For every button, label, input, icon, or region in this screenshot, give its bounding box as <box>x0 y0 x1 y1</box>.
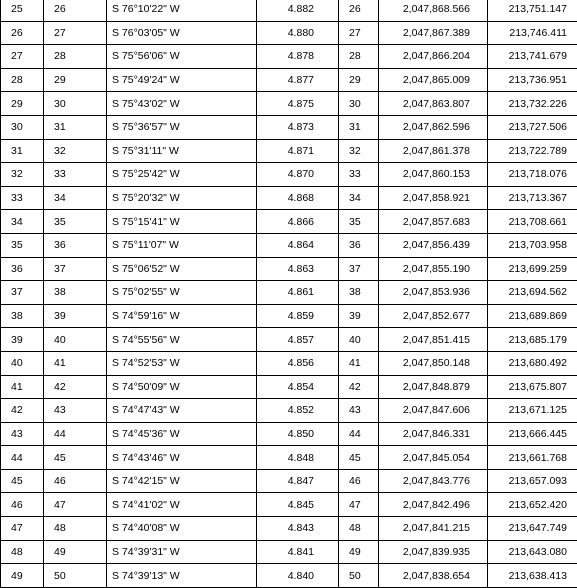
cell-distance: 4.859 <box>257 304 339 328</box>
table-row <box>1 186 577 210</box>
cell-bearing: S 75°49'24" W <box>107 68 257 92</box>
cell-vertex: 48 <box>339 517 379 541</box>
cell-station: 47 <box>44 493 107 517</box>
cell-bearing: S 76°10'22" W <box>107 0 257 21</box>
cell-distance: 4.861 <box>257 281 339 305</box>
cell-vertex: 42 <box>339 375 379 399</box>
cell-coordinate-y: 2,047,863.807 <box>379 92 488 116</box>
cell-station: 42 <box>44 375 107 399</box>
table-row <box>1 139 577 163</box>
cell-vertex: 36 <box>339 233 379 257</box>
cell-distance: 4.857 <box>257 328 339 352</box>
cell-vertex: 30 <box>339 92 379 116</box>
cell-coordinate-x: 213,699.259 <box>488 257 577 281</box>
cell-coordinate-x: 213,680.492 <box>488 351 577 375</box>
cell-side: 39 <box>1 328 44 352</box>
cell-station: 34 <box>44 186 107 210</box>
cell-vertex: 46 <box>339 469 379 493</box>
table-row <box>1 163 577 187</box>
cell-station: 45 <box>44 446 107 470</box>
table-row <box>1 115 577 139</box>
cell-vertex: 32 <box>339 139 379 163</box>
cell-bearing: S 75°20'32" W <box>107 186 257 210</box>
cell-vertex: 40 <box>339 328 379 352</box>
cell-coordinate-y: 2,047,853.936 <box>379 281 488 305</box>
cell-distance: 4.870 <box>257 163 339 187</box>
cell-vertex: 45 <box>339 446 379 470</box>
cell-bearing: S 74°45'36" W <box>107 422 257 446</box>
cell-bearing: S 74°59'16" W <box>107 304 257 328</box>
cell-bearing: S 74°43'46" W <box>107 446 257 470</box>
table-row <box>1 304 577 328</box>
cell-side: 29 <box>1 92 44 116</box>
cell-side: 30 <box>1 115 44 139</box>
cell-distance: 4.850 <box>257 422 339 446</box>
cell-station: 33 <box>44 163 107 187</box>
cell-bearing: S 74°39'31" W <box>107 540 257 564</box>
cell-coordinate-x: 213,741.679 <box>488 45 577 69</box>
cell-side: 42 <box>1 399 44 423</box>
cell-coordinate-x: 213,652.420 <box>488 493 577 517</box>
cell-vertex: 49 <box>339 540 379 564</box>
cell-coordinate-y: 2,047,847.606 <box>379 399 488 423</box>
cell-side: 44 <box>1 446 44 470</box>
cell-coordinate-y: 2,047,851.415 <box>379 328 488 352</box>
cell-distance: 4.882 <box>257 0 339 21</box>
cell-coordinate-x: 213,736.951 <box>488 68 577 92</box>
cell-coordinate-y: 2,047,846.331 <box>379 422 488 446</box>
cell-coordinate-x: 213,689.869 <box>488 304 577 328</box>
cell-coordinate-x: 213,643.080 <box>488 540 577 564</box>
cell-distance: 4.877 <box>257 68 339 92</box>
table-row <box>1 493 577 517</box>
cell-coordinate-y: 2,047,868.566 <box>379 0 488 21</box>
table-row <box>1 469 577 493</box>
table-row <box>1 446 577 470</box>
table-row <box>1 210 577 234</box>
cell-bearing: S 74°55'56" W <box>107 328 257 352</box>
cell-coordinate-x: 213,708.661 <box>488 210 577 234</box>
cell-coordinate-x: 213,722.789 <box>488 139 577 163</box>
cell-coordinate-x: 213,675.807 <box>488 375 577 399</box>
cell-distance: 4.871 <box>257 139 339 163</box>
cell-bearing: S 75°56'06" W <box>107 45 257 69</box>
cell-coordinate-x: 213,638.413 <box>488 564 577 588</box>
table-row <box>1 45 577 69</box>
cell-station: 31 <box>44 115 107 139</box>
cell-distance: 4.847 <box>257 469 339 493</box>
cell-coordinate-y: 2,047,865.009 <box>379 68 488 92</box>
cell-station: 39 <box>44 304 107 328</box>
cell-coordinate-y: 2,047,857.683 <box>379 210 488 234</box>
cell-coordinate-y: 2,047,838.654 <box>379 564 488 588</box>
table-row <box>1 68 577 92</box>
table-row <box>1 328 577 352</box>
cell-vertex: 50 <box>339 564 379 588</box>
cell-station: 38 <box>44 281 107 305</box>
cell-side: 35 <box>1 233 44 257</box>
cell-coordinate-x: 213,661.768 <box>488 446 577 470</box>
cell-coordinate-y: 2,047,858.921 <box>379 186 488 210</box>
cell-station: 29 <box>44 68 107 92</box>
cell-bearing: S 75°43'02" W <box>107 92 257 116</box>
cell-side: 32 <box>1 163 44 187</box>
cell-vertex: 38 <box>339 281 379 305</box>
cell-coordinate-x: 213,685.179 <box>488 328 577 352</box>
cell-vertex: 31 <box>339 115 379 139</box>
table-row <box>1 422 577 446</box>
cell-bearing: S 74°52'53" W <box>107 351 257 375</box>
cell-coordinate-x: 213,727.506 <box>488 115 577 139</box>
cell-bearing: S 74°50'09" W <box>107 375 257 399</box>
cell-station: 30 <box>44 92 107 116</box>
cell-coordinate-y: 2,047,839.935 <box>379 540 488 564</box>
cell-station: 40 <box>44 328 107 352</box>
cell-distance: 4.866 <box>257 210 339 234</box>
cell-bearing: S 74°47'43" W <box>107 399 257 423</box>
cell-vertex: 28 <box>339 45 379 69</box>
cell-side: 28 <box>1 68 44 92</box>
cell-coordinate-y: 2,047,845.054 <box>379 446 488 470</box>
cell-distance: 4.880 <box>257 21 339 45</box>
cell-station: 26 <box>44 0 107 21</box>
cell-vertex: 29 <box>339 68 379 92</box>
cell-side: 27 <box>1 45 44 69</box>
cell-bearing: S 75°11'07" W <box>107 233 257 257</box>
cell-side: 43 <box>1 422 44 446</box>
cell-bearing: S 75°25'42" W <box>107 163 257 187</box>
table-row <box>1 92 577 116</box>
cell-vertex: 26 <box>339 0 379 21</box>
cell-side: 48 <box>1 540 44 564</box>
table-row <box>1 399 577 423</box>
cell-distance: 4.852 <box>257 399 339 423</box>
cell-station: 46 <box>44 469 107 493</box>
cell-distance: 4.845 <box>257 493 339 517</box>
cell-station: 36 <box>44 233 107 257</box>
cell-station: 48 <box>44 517 107 541</box>
cell-coordinate-x: 213,694.562 <box>488 281 577 305</box>
cell-side: 31 <box>1 139 44 163</box>
cell-coordinate-x: 213,751.147 <box>488 0 577 21</box>
cell-side: 36 <box>1 257 44 281</box>
table-row <box>1 257 577 281</box>
cell-coordinate-y: 2,047,842.496 <box>379 493 488 517</box>
cell-distance: 4.863 <box>257 257 339 281</box>
cell-station: 50 <box>44 564 107 588</box>
cell-station: 44 <box>44 422 107 446</box>
cell-distance: 4.868 <box>257 186 339 210</box>
table-row <box>1 233 577 257</box>
cell-coordinate-y: 2,047,860.153 <box>379 163 488 187</box>
cell-bearing: S 74°42'15" W <box>107 469 257 493</box>
cell-vertex: 33 <box>339 163 379 187</box>
table-row <box>1 564 577 588</box>
cell-coordinate-x: 213,647.749 <box>488 517 577 541</box>
cell-vertex: 35 <box>339 210 379 234</box>
cell-side: 46 <box>1 493 44 517</box>
cell-coordinate-y: 2,047,862.596 <box>379 115 488 139</box>
cell-distance: 4.875 <box>257 92 339 116</box>
cell-bearing: S 75°31'11" W <box>107 139 257 163</box>
cell-station: 35 <box>44 210 107 234</box>
cell-bearing: S 74°39'13" W <box>107 564 257 588</box>
cell-side: 25 <box>1 0 44 21</box>
cell-station: 43 <box>44 399 107 423</box>
cell-station: 32 <box>44 139 107 163</box>
cell-distance: 4.878 <box>257 45 339 69</box>
cell-distance: 4.840 <box>257 564 339 588</box>
cell-station: 37 <box>44 257 107 281</box>
cell-vertex: 41 <box>339 351 379 375</box>
cell-bearing: S 75°06'52" W <box>107 257 257 281</box>
cell-coordinate-x: 213,657.093 <box>488 469 577 493</box>
cell-bearing: S 75°15'41" W <box>107 210 257 234</box>
cell-side: 26 <box>1 21 44 45</box>
cell-vertex: 39 <box>339 304 379 328</box>
cell-vertex: 37 <box>339 257 379 281</box>
table-body <box>1 0 577 587</box>
cell-side: 34 <box>1 210 44 234</box>
cell-distance: 4.848 <box>257 446 339 470</box>
cell-coordinate-x: 213,671.125 <box>488 399 577 423</box>
cell-distance: 4.843 <box>257 517 339 541</box>
cell-vertex: 47 <box>339 493 379 517</box>
cell-coordinate-y: 2,047,856.439 <box>379 233 488 257</box>
cell-bearing: S 75°02'55" W <box>107 281 257 305</box>
cell-coordinate-x: 213,718.076 <box>488 163 577 187</box>
cell-distance: 4.873 <box>257 115 339 139</box>
cell-vertex: 43 <box>339 399 379 423</box>
cell-side: 37 <box>1 281 44 305</box>
table-row <box>1 0 577 21</box>
cell-vertex: 34 <box>339 186 379 210</box>
cell-coordinate-x: 213,703.958 <box>488 233 577 257</box>
cell-side: 49 <box>1 564 44 588</box>
cell-bearing: S 76°03'05" W <box>107 21 257 45</box>
cell-distance: 4.841 <box>257 540 339 564</box>
cell-coordinate-x: 213,666.445 <box>488 422 577 446</box>
cell-coordinate-y: 2,047,850.148 <box>379 351 488 375</box>
table-row <box>1 517 577 541</box>
cell-vertex: 44 <box>339 422 379 446</box>
cell-coordinate-y: 2,047,841.215 <box>379 517 488 541</box>
cell-distance: 4.864 <box>257 233 339 257</box>
cell-coordinate-y: 2,047,866.204 <box>379 45 488 69</box>
cell-side: 40 <box>1 351 44 375</box>
cell-coordinate-x: 213,713.367 <box>488 186 577 210</box>
cell-bearing: S 75°36'57" W <box>107 115 257 139</box>
table-row <box>1 281 577 305</box>
cell-side: 47 <box>1 517 44 541</box>
cell-vertex: 27 <box>339 21 379 45</box>
cell-distance: 4.854 <box>257 375 339 399</box>
cell-bearing: S 74°41'02" W <box>107 493 257 517</box>
cell-side: 33 <box>1 186 44 210</box>
table-row <box>1 351 577 375</box>
cell-coordinate-x: 213,732.226 <box>488 92 577 116</box>
cell-side: 45 <box>1 469 44 493</box>
cell-coordinate-y: 2,047,867.389 <box>379 21 488 45</box>
cell-coordinate-y: 2,047,861.378 <box>379 139 488 163</box>
cell-coordinate-y: 2,047,848.879 <box>379 375 488 399</box>
cell-side: 38 <box>1 304 44 328</box>
cell-coordinate-y: 2,047,852.677 <box>379 304 488 328</box>
cell-station: 41 <box>44 351 107 375</box>
cell-distance: 4.856 <box>257 351 339 375</box>
cell-bearing: S 74°40'08" W <box>107 517 257 541</box>
cell-side: 41 <box>1 375 44 399</box>
table-row <box>1 375 577 399</box>
table-row <box>1 540 577 564</box>
cell-coordinate-y: 2,047,855.190 <box>379 257 488 281</box>
cell-coordinate-x: 213,746.411 <box>488 21 577 45</box>
cell-coordinate-y: 2,047,843.776 <box>379 469 488 493</box>
cell-station: 27 <box>44 21 107 45</box>
cell-station: 49 <box>44 540 107 564</box>
table-row <box>1 21 577 45</box>
cell-station: 28 <box>44 45 107 69</box>
